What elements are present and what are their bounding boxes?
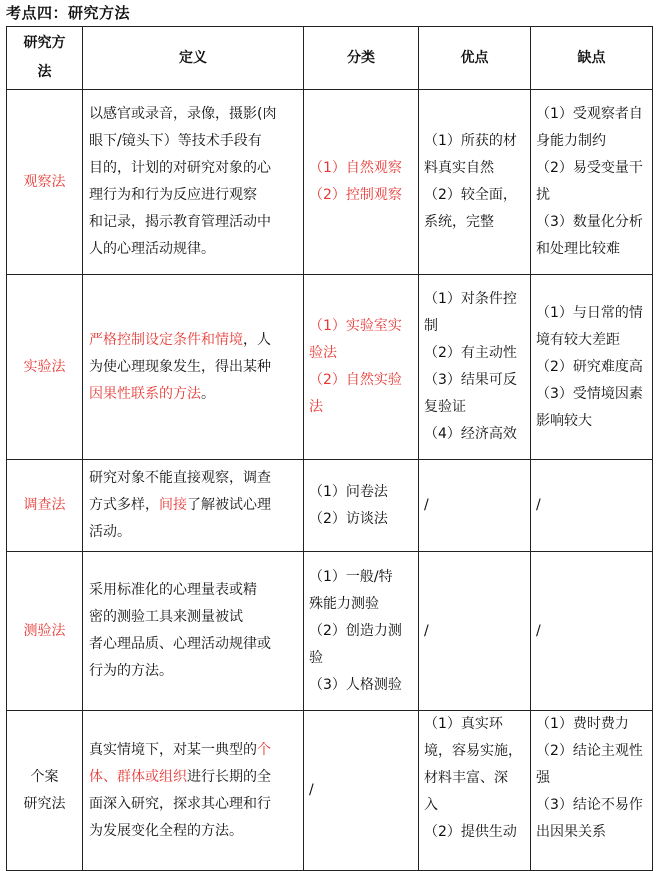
advantages-cell: / — [419, 552, 531, 711]
category-cell: （1）一般/特 殊能力测验 （2）创造力测 验 （3）人格测验 — [304, 552, 419, 711]
category-cell: （1）实验室实 验法 （2）自然实验 法 — [304, 275, 419, 460]
section-heading: 考点四：研究方法 — [6, 4, 131, 22]
method-name-experiment: 实验法 — [7, 275, 83, 460]
category-cell: （1）自然观察 （2）控制观察 — [304, 90, 419, 275]
table-row — [7, 275, 653, 460]
method-name-observation: 观察法 — [7, 90, 83, 275]
disadvantages-cell: / — [531, 552, 653, 711]
table-row — [7, 711, 653, 871]
definition-cell: 真实情境下，对某一典型的个 体、群体或组织进行长期的全 面深入研究，探求其心理和行 为发展变化全程的方法。 — [83, 711, 304, 871]
category-cell: / — [304, 711, 419, 871]
definition-cell: 严格控制设定条件和情境，人 为使心理现象发生，得出某种 因果性联系的方法。 — [83, 275, 304, 460]
table-row — [7, 460, 653, 552]
definition-cell: 采用标准化的心理量表或精 密的测验工具来测量被试 者心理品质、心理活动规律或 行为的方法。 — [83, 552, 304, 711]
advantages-cell: （1）对条件控 制 （2）有主动性 （3）结果可反 复验证 （4）经济高效 — [419, 275, 531, 460]
disadvantages-cell: （1）费时费力 （2）结论主观性 强 （3）结论不易作 出因果关系 — [531, 711, 653, 871]
header-disadvantages: 缺点 — [531, 27, 653, 90]
header-advantages: 优点 — [419, 27, 531, 90]
disadvantages-cell: / — [531, 460, 653, 552]
header-category: 分类 — [304, 27, 419, 90]
header-method: 研究方 法 — [7, 27, 83, 90]
category-cell: （1）问卷法 （2）访谈法 — [304, 460, 419, 552]
method-name-case-study: 个案 研究法 — [7, 711, 83, 871]
advantages-cell: （1）所获的材 料真实自然 （2）较全面， 系统，完整 — [419, 90, 531, 275]
advantages-cell: （1）真实环 境，容易实施， 材料丰富、深 入 （2）提供生动 — [419, 711, 531, 871]
research-methods-table — [6, 26, 653, 871]
table-row — [7, 552, 653, 711]
header-row — [7, 27, 653, 90]
advantages-cell: / — [419, 460, 531, 552]
header-definition: 定义 — [83, 27, 304, 90]
disadvantages-cell: （1）受观察者自 身能力制约 （2）易受变量干 扰 （3）数量化分析 和处理比较难 — [531, 90, 653, 275]
table-row — [7, 90, 653, 275]
definition-cell: 以感官或录音，录像，摄影(肉 眼下/镜头下）等技术手段有 目的，计划的对研究对象的心 理行为和行为反应进行观察 和记录，揭示教育管理活动中 人的心理活动规律。 — [83, 90, 304, 275]
disadvantages-cell: （1）与日常的情 境有较大差距 （2）研究难度高 （3）受情境因素 影响较大 — [531, 275, 653, 460]
definition-cell: 研究对象不能直接观察，调查 方式多样，间接了解被试心理 活动。 — [83, 460, 304, 552]
method-name-survey: 调查法 — [7, 460, 83, 552]
method-name-test: 测验法 — [7, 552, 83, 711]
